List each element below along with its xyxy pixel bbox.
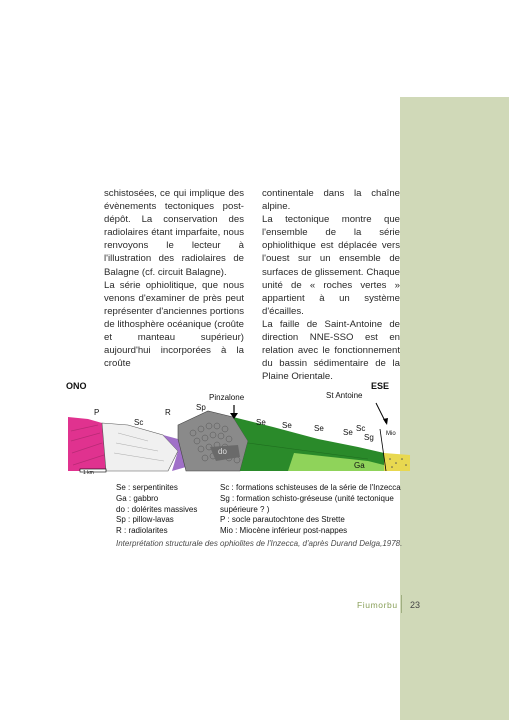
legend-item: P : socle parautochtone des Strette [220, 515, 345, 525]
paragraph: continentale dans la chaîne alpine. [262, 188, 400, 213]
label-east: ESE [371, 381, 390, 391]
label-P: P [94, 408, 100, 417]
legend-item: Sg : formation schisto-gréseuse (unité tectonique supérieure ? ) [220, 493, 394, 514]
label-Se-4: Se [343, 428, 353, 437]
text-column-right [262, 187, 400, 383]
paragraph: schistosées, ce qui implique des évènements tectoniques post-dépôt. La conservation des radiolaires étant imparfaite, nous renvoyons le lecteur à l'illustration des radiolaires de Balagne (cf. circuit Balagne). [104, 188, 244, 278]
side-color-band [400, 97, 509, 720]
footer-divider [401, 595, 402, 613]
label-R: R [165, 408, 171, 417]
paragraph: La faille de Saint-Antoine de direction NNE-SSO est en relation avec le fonctionnement du bassin sédimentaire de la Plaine Orientale. [262, 318, 400, 383]
label-Se-3: Se [314, 424, 324, 433]
label-Sc-right: Sc [356, 424, 366, 433]
paragraph: La tectonique montre que l'ensemble de la série ophiolithique est déplacée vers l'ouest sur un ensemble de surfaces de glissement. Chaque unité de « roches vertes » appartient à un système d'écailles. [262, 214, 400, 317]
paraautochthonous-basement-P [68, 417, 106, 471]
legend-left [116, 483, 197, 537]
label-st-antoine: St Antoine [326, 391, 363, 400]
label-Sc-left: Sc [134, 418, 144, 427]
legend-item: Sp : pillow-lavas [116, 515, 174, 525]
miocene-Mio [384, 453, 410, 471]
label-Sp: Sp [196, 403, 206, 412]
label-Sg: Sg [364, 433, 374, 442]
label-Se-1: Se [256, 418, 266, 427]
label-Ga: Ga [354, 461, 365, 470]
legend-item: Sc : formations schisteuses de la série de l'Inzecca [220, 483, 401, 492]
geological-cross-section [68, 381, 410, 481]
schist-Sc [102, 423, 178, 471]
text-column-left [104, 187, 244, 370]
label-Se-2: Se [282, 421, 292, 430]
legend-item: R : radiolarites [116, 526, 168, 536]
label-pinzalone: Pinzalone [209, 393, 245, 402]
legend-right [220, 483, 420, 537]
page-number: 23 [410, 600, 421, 610]
legend-item: Ga : gabbro [116, 493, 159, 503]
legend-item: Mio : Miocène inférieur post-nappes [220, 526, 348, 536]
scale-label: 1 km [83, 470, 94, 476]
legend-item: do : dolérites massives [116, 504, 198, 514]
figure-caption: Interprétation structurale des ophiolites de l'Inzecca, d'après Durand Delga,1978. [116, 539, 403, 548]
label-west: ONO [66, 381, 87, 391]
footer-section-name: Fiumorbu [357, 600, 398, 610]
label-do: do [218, 447, 227, 456]
label-Mio: Mio [386, 431, 396, 437]
paragraph: La série ophiolitique, que nous venons d'examiner de près peut représenter d'anciennes portions de lithosphère océanique (croûte et manteau supérieur) aujourd'hui incorporées à la croûte [104, 279, 244, 370]
legend-item: Se : serpentinites [116, 483, 178, 492]
